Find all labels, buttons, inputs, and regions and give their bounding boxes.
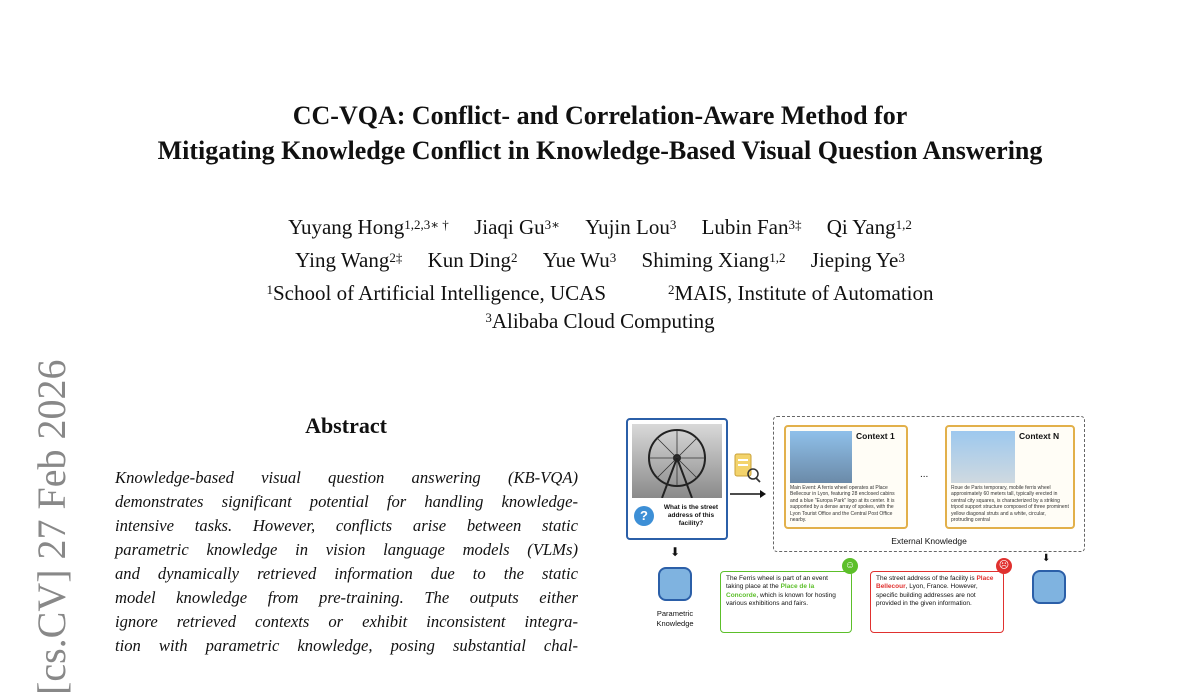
author: Jiaqi $Gu^{3∗}$	[474, 215, 560, 239]
affiliations	[0, 279, 1200, 335]
context-1-title: Context 1	[856, 431, 895, 441]
affiliation-ucas: School of Artificial Intelligence, UCAS	[272, 281, 607, 305]
ferris-wheel-photo	[632, 424, 722, 498]
robot-left-icon	[658, 567, 692, 601]
title-line-1: CC-VQA: Conflict- and Correlation-Aware Method for	[292, 101, 908, 130]
robot-right-icon	[1032, 570, 1066, 604]
context-1-card	[784, 425, 908, 529]
affiliation-row-2: $^3$Alibaba Cloud Computing	[485, 309, 715, 333]
context-n-title: Context N	[1019, 431, 1060, 441]
paper-title	[0, 98, 1200, 168]
context-1-text: Main Event: A ferris wheel operates at Place Bellecour in Lyon, featuring 28 enclosed cabins and a blue "Europa Park" logo at its center. It is supported by a dense array of spokes, with the Lyon Tourist Office and the Central Post Office nearby.	[790, 485, 895, 524]
authors-row-2	[0, 244, 1200, 277]
context-n-text: Roue de Paris temporary, mobile ferris wheel approximately 60 meters tall, typically erected in central city squares, is characterized by a striking tripod support structure composed of three prominent yellow diagonal struts and a white, circular, protruding central	[951, 485, 1069, 524]
abstract-line: Knowledge-based visual question answering (KB-VQA)	[115, 468, 578, 487]
author-list	[0, 211, 1200, 277]
figure-1	[622, 415, 1086, 648]
title-line-2: Mitigating Knowledge Conflict in Knowledge-Based Visual Question Answering	[157, 136, 1043, 165]
parametric-knowledge-label: Parametric Knowledge	[656, 609, 694, 628]
affiliation-alibaba: Alibaba Cloud Computing	[491, 309, 715, 333]
authors-row-1	[0, 211, 1200, 244]
abstract-line: intensive tasks. However, conflicts arise between static	[115, 516, 578, 535]
abstract-line: and dynamically retrieved information due to the static	[115, 564, 578, 583]
context-ellipsis: ...	[920, 469, 929, 480]
happy-face-icon: ☺	[842, 558, 858, 574]
author: Qi Yang$^{1,2}$	[826, 215, 912, 239]
abstract-line: demonstrates significant potential for handling knowledge-	[115, 492, 578, 511]
author: Lubin Fan$^{3\ddagger}$	[701, 215, 802, 239]
arrow-right-icon	[730, 485, 766, 493]
affiliation-row-1: $^1$School of Artificial Intelligence, UCAS $^2$MAIS, Institute of Automation	[266, 281, 934, 305]
arrow-down-icon: ⬇	[670, 545, 681, 559]
arrow-down-icon: ⬇	[1042, 553, 1051, 564]
abstract-line: ignore retrieved contexts or exhibit inconsistent integra-	[115, 612, 578, 631]
author: Yujin Lou$^3$	[585, 215, 677, 239]
abstract-heading: Abstract	[305, 413, 387, 438]
abstract-line: model knowledge from pre-training. The outputs either	[115, 588, 578, 607]
author: Kun Ding$^2$	[427, 248, 518, 272]
question-icon: ?	[634, 506, 654, 526]
question-card	[626, 418, 728, 540]
external-knowledge-label: External Knowledge	[891, 536, 967, 546]
abstract-line: tion with parametric knowledge, posing substantial chal-	[115, 636, 578, 655]
external-knowledge-panel	[773, 416, 1085, 552]
context-n-card	[945, 425, 1075, 529]
context-1-photo	[790, 431, 852, 483]
answer-parametric-bubble: The Ferris wheel is part of an event taking place at the Place de la Concorde, which is known for hosting various exhibitions and fairs.	[720, 571, 852, 633]
context-n-photo	[951, 431, 1015, 483]
author: Yue Wu$^3$	[542, 248, 617, 272]
author: Ying Wang$^{2\ddagger}$	[295, 248, 403, 272]
question-text: What is the street address of this facility?	[663, 504, 719, 527]
answer-context-bubble: The street address of the facility is Place Bellecour, Lyon, France. However, specific building addresses are not provided in the given information.	[870, 571, 1004, 633]
document-search-icon	[734, 453, 758, 481]
author: Jieping Ye$^3$	[810, 248, 905, 272]
arxiv-side-stamp: [cs.CV] 27 Feb 2026	[29, 359, 74, 695]
abstract-text	[115, 466, 578, 658]
author: Yuyang Hong$^{1,2,3∗ \dagger}$	[288, 215, 449, 239]
author: Shiming Xiang$^{1,2}$	[641, 248, 786, 272]
abstract-line: parametric knowledge in vision language models (VLMs)	[115, 540, 578, 559]
sad-face-icon: ☹	[996, 558, 1012, 574]
affiliation-mais: MAIS, Institute of Automation	[674, 281, 934, 305]
